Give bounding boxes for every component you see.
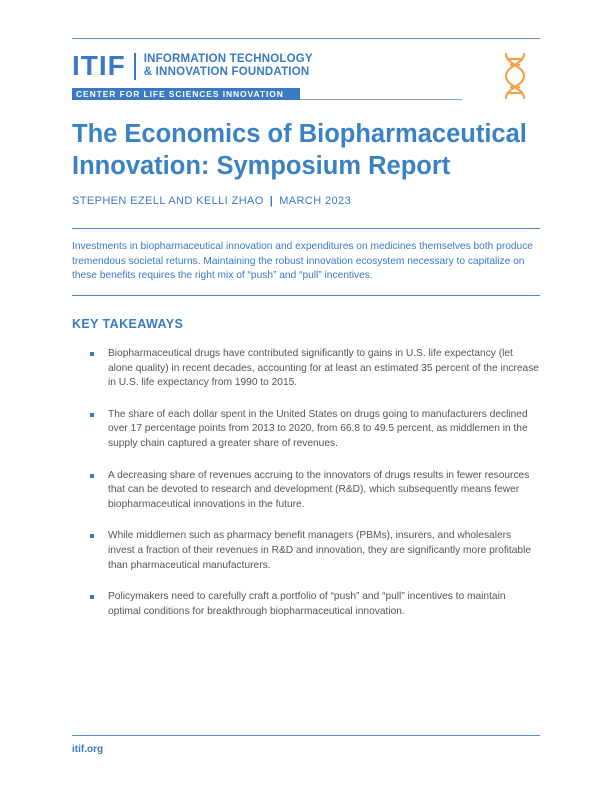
takeaway-item bbox=[90, 529, 540, 573]
top-divider bbox=[72, 38, 540, 39]
report-summary: Investments in biopharmaceutical innovation and expenditures on medicines themselves both produce tremendous societal returns. Maintaining the robust innovation ecosystem necessary to capitalize on these benefits requires the right mix of “push” and “pull” incentives. bbox=[72, 241, 533, 281]
banner-divider bbox=[300, 99, 462, 100]
logo-mark: ITIF bbox=[72, 50, 126, 81]
bullet-icon bbox=[90, 595, 94, 599]
center-banner: CENTER FOR LIFE SCIENCES INNOVATION bbox=[72, 88, 300, 100]
bullet-icon bbox=[90, 352, 94, 356]
publication-date: MARCH 2023 bbox=[279, 195, 352, 207]
takeaway-item bbox=[90, 590, 540, 619]
takeaway-text: Policymakers need to carefully craft a portfolio of “push” and “pull” incentives to maintain optimal conditions for breakthrough biopharmaceutical innovation. bbox=[108, 591, 506, 617]
footer-site-link[interactable]: itif.org bbox=[72, 744, 104, 755]
key-takeaways-list bbox=[90, 347, 540, 636]
summary-top-divider bbox=[72, 228, 540, 229]
dna-helix-icon bbox=[500, 52, 530, 100]
summary-bottom-divider bbox=[72, 295, 540, 296]
takeaway-text: Biopharmaceutical drugs have contributed significantly to gains in U.S. life expectancy (let alone quality) in recent decades, accounting for at least an estimated 35 percent of the increase in U.S. life expectancy from 1990 to 2015. bbox=[108, 348, 539, 389]
itif-logo bbox=[72, 51, 313, 81]
footer-divider bbox=[72, 735, 540, 736]
takeaway-item bbox=[90, 408, 540, 452]
report-title: The Economics of Biopharmaceutical Innovation: Symposium Report bbox=[72, 120, 527, 180]
takeaway-text: The share of each dollar spent in the United States on drugs going to manufacturers declined over 17 percentage points from 2013 to 2020, from 66.8 to 49.5 percent, as middlemen in the supply chain captured a greater share of revenues. bbox=[108, 408, 528, 449]
takeaway-item bbox=[90, 347, 540, 391]
bullet-icon bbox=[90, 534, 94, 538]
bullet-icon bbox=[90, 413, 94, 417]
organization-name bbox=[144, 53, 313, 79]
authors: STEPHEN EZELL AND KELLI ZHAO bbox=[72, 195, 264, 207]
bullet-icon bbox=[90, 474, 94, 478]
organization-name-line-1: INFORMATION TECHNOLOGY bbox=[143, 53, 313, 65]
byline bbox=[72, 195, 351, 207]
organization-name-line-2: & INNOVATION FOUNDATION bbox=[143, 66, 310, 78]
takeaway-item bbox=[90, 469, 540, 513]
logo-divider bbox=[134, 53, 136, 80]
takeaway-text: A decreasing share of revenues accruing to the innovators of drugs results in fewer resources that can be devoted to research and development (R&D), which subsequently means fewer biopharmaceutical innovations in the future. bbox=[108, 469, 530, 510]
key-takeaways-heading: KEY TAKEAWAYS bbox=[72, 317, 184, 331]
byline-separator: | bbox=[269, 195, 274, 207]
takeaway-text: While middlemen such as pharmacy benefit managers (PBMs), insurers, and wholesalers invest a fraction of their revenues in R&D and innovation, they are significantly more profitable than pharmaceutical manufacturers. bbox=[108, 530, 532, 571]
